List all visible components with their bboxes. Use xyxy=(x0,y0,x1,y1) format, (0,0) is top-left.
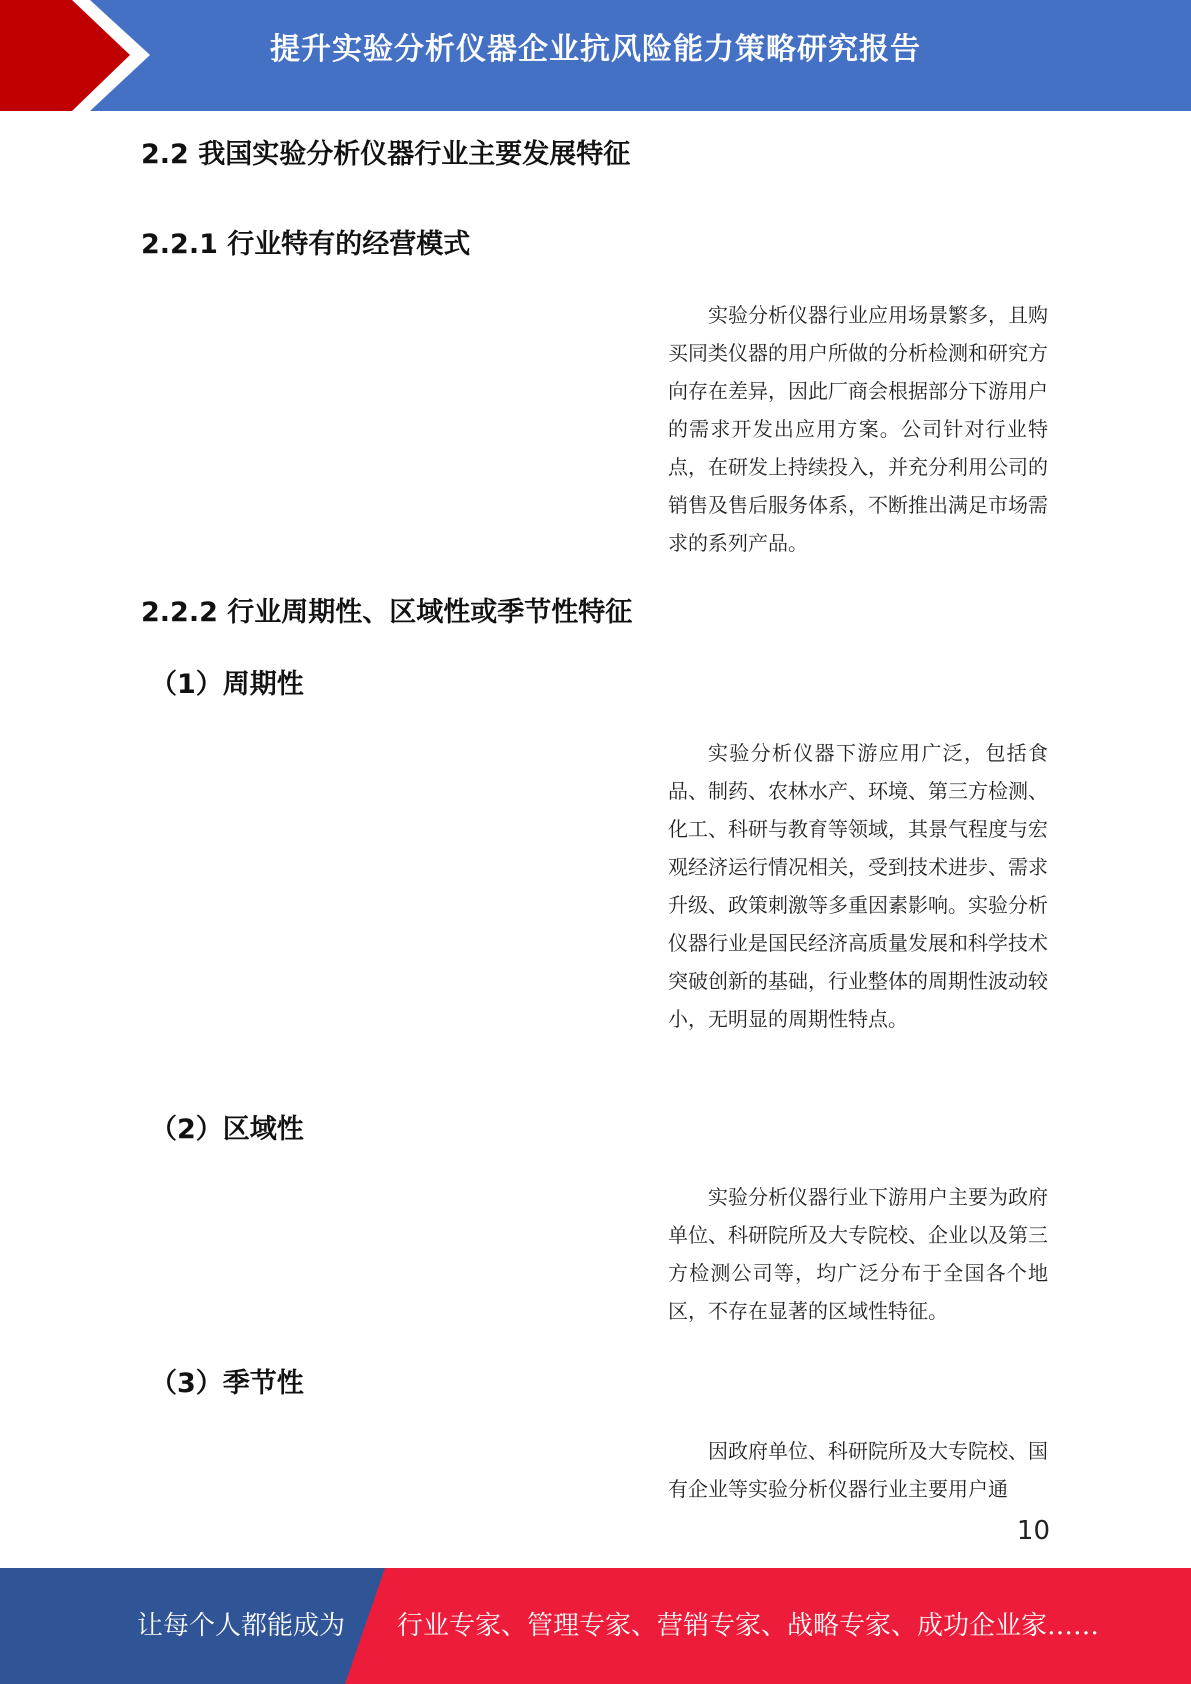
report-footer xyxy=(0,1568,1191,1684)
section-heading-2-2-1: 2.2.1 行业特有的经营模式 xyxy=(141,229,471,260)
item-heading-periodicity: （1）周期性 xyxy=(150,669,304,700)
paragraph-periodicity: 实验分析仪器下游应用广泛，包括食品、制药、农林水产、环境、第三方检测、化工、科研与教育等领域，其景气程度与宏观经济运行情况相关，受到技术进步、需求升级、政策刺激等多重因素影响。实验分析仪器行业是国民经济高质量发展和科学技术突破创新的基础，行业整体的周期性波动较小，无明显的周期性特点。 xyxy=(668,741,1048,1031)
section-heading-2-2: 2.2 我国实验分析仪器行业主要发展特征 xyxy=(141,139,631,170)
report-header xyxy=(0,0,1191,111)
item-heading-seasonality: （3）季节性 xyxy=(150,1368,304,1399)
paragraph-business-model: 实验分析仪器行业应用场景繁多，且购买同类仪器的用户所做的分析检测和研究方向存在差异，因此厂商会根据部分下游用户的需求开发出应用方案。公司针对行业特点，在研发上持续投入，并充分利用公司的销售及售后服务体系，不断推出满足市场需求的系列产品。 xyxy=(668,303,1048,555)
page-number: 10 xyxy=(1016,1516,1050,1546)
report-title: 提升实验分析仪器企业抗风险能力策略研究报告 xyxy=(270,32,921,67)
paragraph-regionality: 实验分析仪器行业下游用户主要为政府单位、科研院所及大专院校、企业以及第三方检测公司等，均广泛分布于全国各个地区，不存在显著的区域性特征。 xyxy=(668,1185,1048,1323)
paragraph-seasonality: 因政府单位、科研院所及大专院校、国有企业等实验分析仪器行业主要用户通 xyxy=(668,1439,1048,1501)
item-heading-regionality: （2）区域性 xyxy=(150,1114,304,1145)
section-heading-2-2-2: 2.2.2 行业周期性、区域性或季节性特征 xyxy=(141,597,633,628)
footer-slogan-left: 让每个人都能成为 xyxy=(136,1611,345,1641)
footer-slogan-right: 行业专家、管理专家、营销专家、战略专家、成功企业家…… xyxy=(397,1611,1100,1641)
